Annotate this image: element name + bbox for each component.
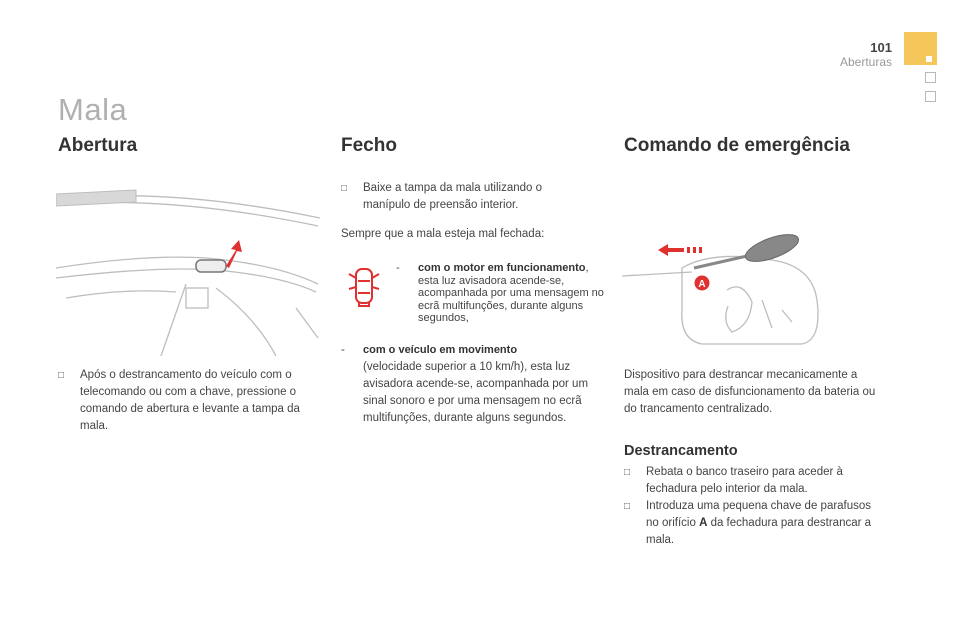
fecho-item-moving: - com o veículo em movimento (velocidade superior a 10 km/h), esta luz avisadora acende-se, acompanhada por um sinal sonoro e por uma mensagem no ecrã multifunções, durante alguns segundos. <box>341 344 589 424</box>
emergencia-heading: Comando de emergência <box>624 135 850 156</box>
emergencia-description: Dispositivo para destrancar mecanicamente a mala em caso de disfuncionamento da bateria ou do trancamento centralizado. <box>624 369 876 415</box>
fecho-item-moving-text: (velocidade superior a 10 km/h), esta luz avisadora acende-se, acompanhada por um sinal sonoro e por uma mensagem no ecrã multifunções, durante alguns segundos. <box>363 361 589 424</box>
emergency-lock-figure <box>622 210 862 360</box>
figure-label-a: A <box>698 279 706 290</box>
trunk-opening-figure <box>56 188 320 356</box>
destrancamento-step-2: □ Introduza uma pequena chave de parafusos no orifício A da fechadura para destrancar a mala. <box>624 500 872 546</box>
check-box-icon: □ <box>341 183 348 194</box>
fecho-intro: Sempre que a mala esteja mal fechada: <box>341 228 545 240</box>
chapter-name: Aberturas <box>839 55 892 69</box>
open-trunk-warning-icon <box>347 265 381 312</box>
fecho-bullet-text: Baixe a tampa da mala utilizando o manípulo de preensão interior. <box>363 182 542 211</box>
check-box-icon: □ <box>624 467 631 478</box>
page-number: 101 <box>870 40 892 55</box>
abertura-heading: Abertura <box>58 135 138 156</box>
check-box-icon: □ <box>58 370 65 381</box>
fecho-instruction <box>341 180 591 214</box>
page-title: Mala <box>58 92 128 127</box>
chapter-tab-box <box>925 91 936 102</box>
check-box-icon: □ <box>624 501 631 512</box>
destrancamento-steps <box>624 464 882 549</box>
destrancamento-heading: Destrancamento <box>624 443 738 459</box>
fecho-item-engine: - com o motor em funcionamento, esta luz avisadora acende-se, acompanhada por uma mensagem no ecrã multifunções, durante alguns segundos, <box>396 262 604 324</box>
fecho-item-engine-bold: com o motor em funcionamento <box>418 262 586 274</box>
abertura-instruction <box>58 367 318 435</box>
chapter-tab-active <box>904 32 937 65</box>
fecho-item-engine-text: , esta luz avisadora acende-se, acompanhada por uma mensagem no ecrã multifunções, durante alguns segundos, <box>418 262 604 324</box>
fecho-item-moving-bold: com o veículo em movimento <box>363 344 518 356</box>
chapter-tab-box <box>925 72 936 83</box>
abertura-text: Após o destrancamento do veículo com o telecomando ou com a chave, pressione o comando de abertura e levante a tampa da mala. <box>80 369 300 432</box>
fecho-heading: Fecho <box>341 135 397 156</box>
destrancamento-step-1: □ Rebata o banco traseiro para aceder à fechadura pelo interior da mala. <box>624 466 843 495</box>
